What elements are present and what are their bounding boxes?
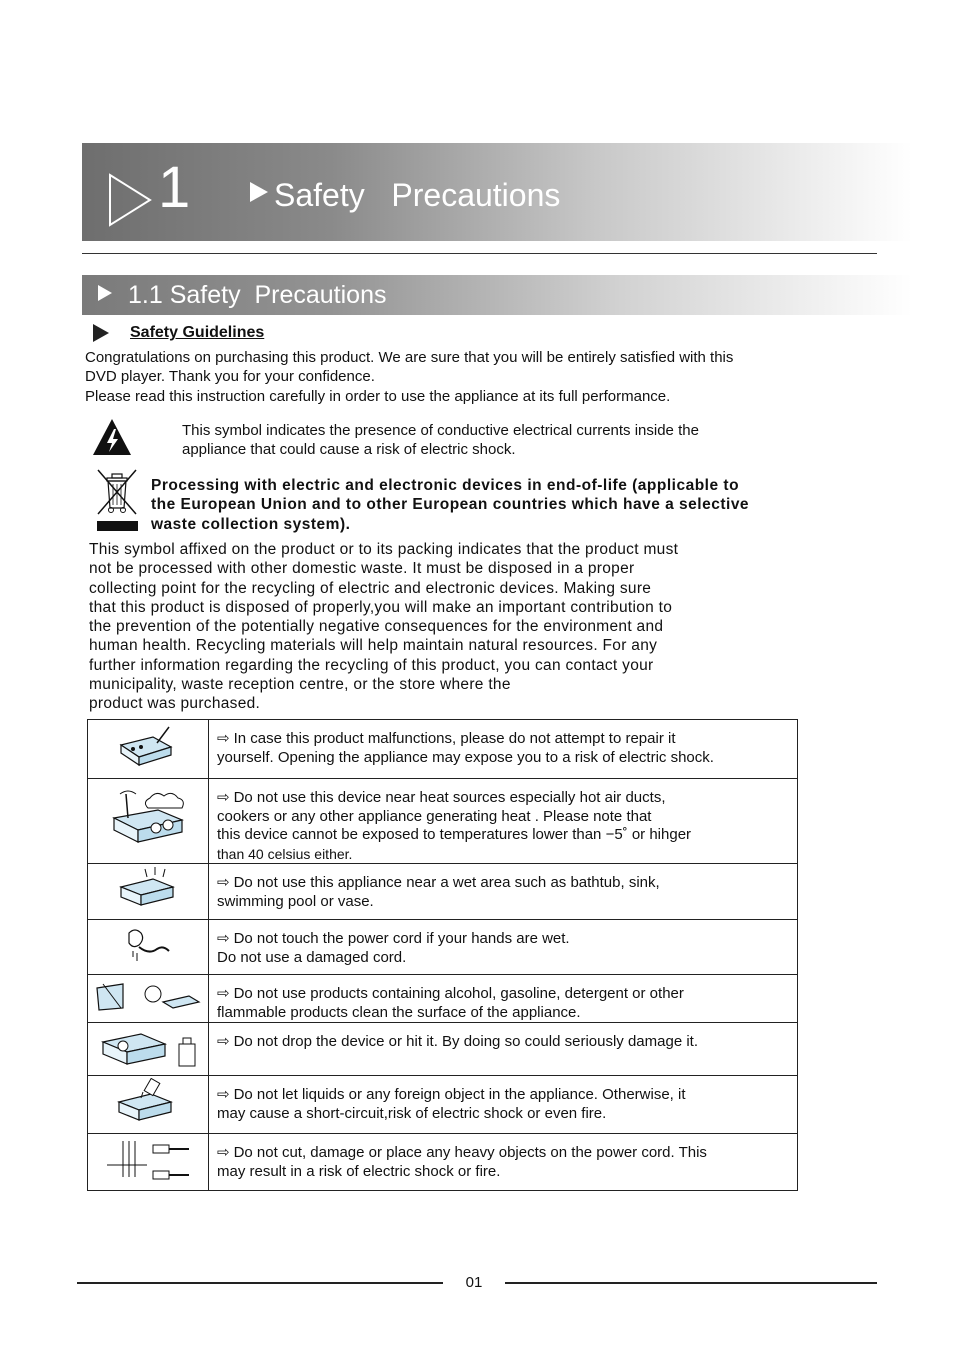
text-line: yourself. Opening the appliance may expose you to a risk of electric shock. — [217, 748, 714, 766]
precaution-text — [209, 1023, 798, 1076]
section-title — [98, 281, 386, 309]
icon-cell — [88, 975, 209, 1023]
intro-line: DVD player. Thank you for your confidence. — [85, 368, 375, 386]
text-line: human health. Recycling materials will help maintain natural resources. For any — [89, 637, 658, 655]
hollow-arrow-icon: ⇨ — [217, 930, 230, 947]
hollow-arrow-icon: ⇨ — [217, 1144, 230, 1161]
text-line: not be processed with other domestic waste. It must be disposed in a proper — [89, 560, 635, 578]
power-cord-damage-icon — [103, 1137, 193, 1183]
precautions-table — [87, 719, 798, 1191]
intro-paragraph — [85, 348, 733, 406]
weee-body — [89, 540, 678, 714]
text-line: swimming pool or vase. — [217, 892, 374, 910]
text-line: Do not use this device near heat sources especially hot air ducts, — [233, 789, 666, 806]
text-line: Do not drop the device or hit it. By doing so could seriously damage it. — [233, 1033, 698, 1050]
text-line: municipality, waste reception centre, or the store where the — [89, 676, 511, 694]
table-row — [88, 779, 798, 864]
hollow-arrow-icon: ⇨ — [217, 789, 230, 806]
text-line: Do not use this appliance near a wet area such as bathtub, sink, — [233, 874, 660, 891]
hollow-arrow-icon: ⇨ — [217, 1033, 230, 1050]
text-line: Do not use a damaged cord. — [217, 948, 407, 966]
text-line: than 40 celsius either. — [217, 845, 353, 862]
flammable-cleaner-icon — [93, 978, 203, 1014]
text-line: cookers or any other appliance generating heat . Please note that — [217, 807, 652, 825]
text-line: may cause a short-circuit,risk of electric shock or even fire. — [217, 1104, 607, 1122]
table-row — [88, 975, 798, 1023]
table-row — [88, 920, 798, 975]
text-line: further information regarding the recycling of this product, you can contact your — [89, 656, 654, 674]
guidelines-bullet-icon — [93, 324, 109, 342]
table-row — [88, 864, 798, 920]
table-row — [88, 1134, 798, 1191]
icon-cell — [88, 1134, 209, 1191]
heat-source-icon — [100, 788, 196, 850]
chapter-arrow-icon — [250, 182, 268, 202]
guidelines-heading: Safety Guidelines — [130, 324, 265, 341]
precaution-text — [209, 779, 798, 864]
text-line: the prevention of the potentially negative consequences for the environment and — [89, 618, 664, 636]
precaution-text — [209, 920, 798, 975]
hollow-arrow-icon: ⇨ — [217, 730, 230, 747]
icon-cell — [88, 1076, 209, 1134]
icon-cell — [88, 1023, 209, 1076]
chapter-banner — [82, 143, 912, 241]
text-line: may result in a risk of electric shock or fire. — [217, 1162, 501, 1180]
text-line: this device cannot be exposed to temperatures lower than −5˚ or hihger — [217, 826, 692, 843]
drop-hit-icon — [93, 1024, 203, 1070]
table-row — [88, 720, 798, 779]
shock-symbol-description — [182, 421, 699, 460]
hollow-arrow-icon: ⇨ — [217, 985, 230, 1002]
precaution-text — [209, 864, 798, 920]
header-rule — [82, 253, 877, 254]
intro-line: Congratulations on purchasing this product. We are sure that you will be entirely satisfied with this — [85, 349, 734, 366]
wet-area-icon — [115, 867, 181, 911]
text-line: Do not use products containing alcohol, gasoline, detergent or other — [233, 985, 684, 1002]
weee-heading — [151, 476, 749, 534]
precaution-text — [209, 1076, 798, 1134]
precaution-text — [209, 975, 798, 1023]
precaution-text — [209, 1134, 798, 1191]
text-line: the European Union and to other European countries which have a selective — [151, 496, 750, 514]
footer-rule-right — [505, 1282, 877, 1284]
page-number: 01 — [465, 1274, 483, 1291]
chapter-play-icon — [108, 173, 152, 227]
footer-rule-left — [77, 1282, 443, 1284]
text-line: that this product is disposed of properly,you will make an important contribution to — [89, 598, 673, 616]
text-line: product was purchased. — [89, 695, 261, 713]
hollow-arrow-icon: ⇨ — [217, 1086, 230, 1103]
text-line: This symbol indicates the presence of conductive electrical currents inside the — [182, 422, 699, 439]
repair-warning-icon — [113, 723, 183, 771]
intro-line: Please read this instruction carefully in order to use the appliance at its full performance. — [85, 387, 671, 405]
text-line: In case this product malfunctions, please do not attempt to repair it — [233, 730, 676, 747]
wet-hands-cord-icon — [123, 925, 173, 965]
liquid-object-icon — [113, 1078, 183, 1126]
icon-cell — [88, 779, 209, 864]
text-line: Do not let liquids or any foreign object in the appliance. Otherwise, it — [233, 1086, 686, 1103]
text-line: Processing with electric and electronic devices in end-of-life (applicable to — [151, 477, 740, 494]
icon-cell — [88, 920, 209, 975]
hollow-arrow-icon: ⇨ — [217, 874, 230, 891]
chapter-title — [250, 179, 560, 211]
section-title-text: 1.1 Safety Precautions — [128, 281, 387, 309]
table-row — [88, 1023, 798, 1076]
text-line: waste collection system). — [151, 515, 351, 533]
table-row — [88, 1076, 798, 1134]
icon-cell — [88, 864, 209, 920]
chapter-number: 1 — [158, 155, 191, 220]
electric-shock-warning-icon — [92, 418, 132, 456]
text-line: collecting point for the recycling of electric and electronic devices. Making sure — [89, 579, 652, 597]
chapter-title-text: Safety Precautions — [274, 177, 561, 213]
icon-cell — [88, 720, 209, 779]
text-line: Do not touch the power cord if your hands are wet. — [233, 930, 570, 947]
weee-crossed-bin-icon — [94, 468, 140, 532]
section-banner — [82, 275, 912, 315]
precaution-text — [209, 720, 798, 779]
text-line: This symbol affixed on the product or to its packing indicates that the product must — [89, 541, 679, 558]
text-line: appliance that could cause a risk of electric shock. — [182, 441, 516, 459]
text-line: Do not cut, damage or place any heavy objects on the power cord. This — [233, 1144, 707, 1161]
text-line: flammable products clean the surface of the appliance. — [217, 1003, 581, 1021]
section-arrow-icon — [98, 285, 112, 301]
